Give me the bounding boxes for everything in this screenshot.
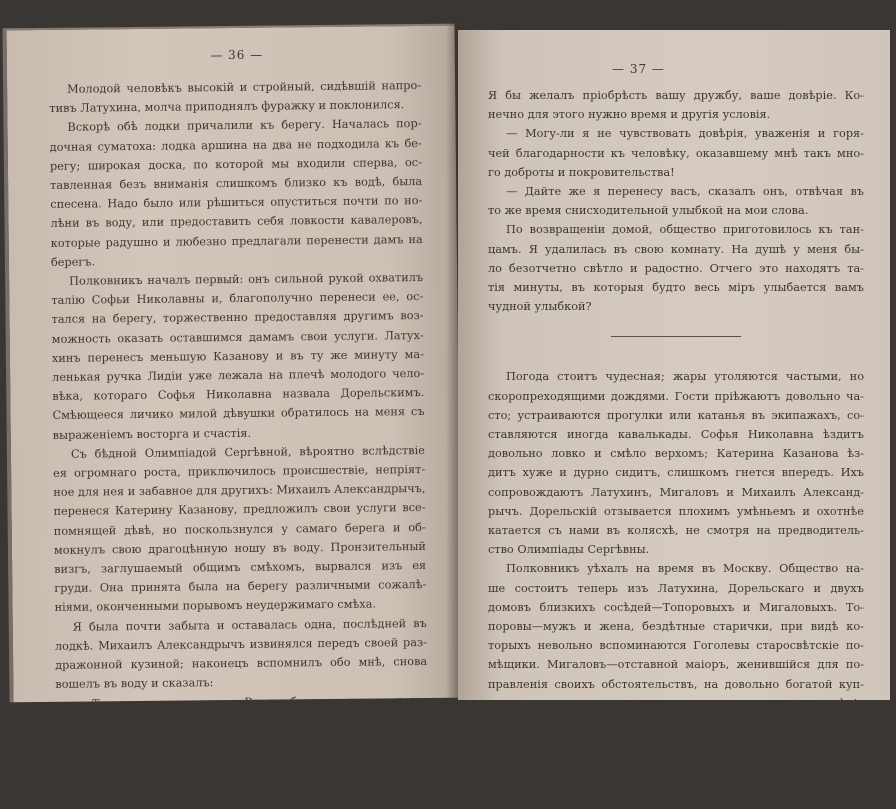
text-line: цамъ. Я удалилась въ свою комнату. На душѣ у меня бы- [488, 242, 864, 256]
text-line: го доброты и покровительства! [488, 165, 675, 179]
text-line: визгъ, заглушаемый общимъ смѣхомъ, вырвался изъ ея [54, 559, 427, 576]
text-line: чихъ, что дало ему возможность купить порядочное имѣніе [488, 696, 864, 710]
text-line: Смѣющееся личико милой дѣвушки обратилось на меня съ [52, 405, 425, 423]
text-line: покъ, видно что-то фальшивое и жесткое въ маленькихъ [488, 773, 864, 787]
text-line: груди. Она принята была на берегу различными сожалѣ- [54, 578, 427, 596]
text-line: Полковникъ уѣхалъ на время въ Москву. Общество на- [506, 562, 864, 576]
text-line: По возвращеніи домой, общество приготовилось къ тан- [506, 223, 864, 237]
text-line: Я бы желалъ пріобрѣсть вашу дружбу, ваше довѣріе. Ко- [488, 89, 864, 102]
text-line: катается съ нами въ колясхѣ, не смотря на предводитель- [488, 524, 864, 538]
text-line: мокнулъ свою драгоцѣнную ношу въ воду. Пронзительный [53, 539, 426, 557]
text-line: торыхъ невольно вспоминаются Гоголевы старосвѣтскіе по- [488, 639, 864, 653]
text-line: сто; устраиваются прогулки или катанья въ экипажахъ, со- [488, 408, 864, 422]
text-line: талію Софьи Николавны и, благополучно перенеси ее, ос- [51, 290, 424, 308]
section-divider [611, 336, 741, 337]
text-line: поровы—мужъ и жена, бездѣтные старички, при видѣ ко- [488, 620, 864, 634]
text-line: черныхъ глазахъ его, избѣгающихъ смотрѣть прямо на [488, 792, 864, 806]
text-line: — Мнѣ бы хотѣлось отчалить и проѣхать еще, чтобъ [74, 751, 429, 768]
text-line: домовъ близкихъ сосѣдей—Топоровыхъ и Мигаловыхъ. То- [488, 600, 864, 614]
page-number-right: — 37 — [612, 62, 665, 76]
text-line: лѣни въ воду, или предоставить себя ловкости кавалеровъ, [50, 213, 423, 231]
text-line: мѣщики. Мигаловъ—отставной маіоръ, женившійся для по- [488, 658, 864, 672]
text-line: вѣка, котораго Софья Николавна назвала Дорельскимъ. [52, 386, 425, 404]
text-line: Вскорѣ обѣ лодки причалили къ берегу. Началась пор- [67, 117, 422, 135]
text-line: правленія своихъ обстоятельствъ, на довольно богатой куп- [488, 677, 864, 691]
text-line: дочная суматоха: лодка аршина на два не подходила къ бе- [49, 136, 422, 154]
text-line: ленькая ручка Лидіи уже лежала на плечѣ молодого чело- [52, 367, 425, 384]
text-line: дражонной кузиной; наконецъ вспомнилъ обо мнѣ, снова [55, 655, 428, 672]
right-page [458, 30, 890, 806]
text-line: которые радушно и любезно предлагали перенести дамъ на [50, 232, 423, 250]
text-line: — Теперь ваша очередь... Вы не боитесь, что я уроню [73, 693, 428, 711]
text-line: ше состоитъ теперь изъ Латухина, Дорельскаго и двухъ [488, 581, 864, 595]
text-line: тія минуты, въ которыя будто весь міръ улыбается вамъ [488, 281, 864, 295]
right-page-text-top [488, 86, 864, 316]
text-line: скоропреходящими дождями. Гости пріѣжаютъ довольно ча- [488, 389, 864, 403]
text-line: Я была почти забыта и оставалась одна, послѣдней въ [72, 616, 427, 634]
text-line: разъ,—онъ мнѣ очень не нравится. Онъ худощавъ и смуглъ; [488, 735, 864, 749]
text-line: чей благодарности къ человѣку, оказавшему мнѣ такъ мно- [488, 146, 864, 160]
left-page-text [49, 76, 432, 790]
text-line: тавленная безъ вниманія слишкомъ близко къ водѣ, была [50, 175, 423, 192]
text-line: регу; широкая доска, по которой мы входили сперва, ос- [49, 155, 422, 173]
text-line: чудной улыбкой? [488, 300, 592, 314]
text-line: вошелъ въ воду и сказалъ: [55, 676, 214, 692]
text-line: можность оказать оставшимся дамамъ свои услуги. Латух- [51, 328, 424, 346]
text-line: лодкѣ. Михаилъ Александрычъ извинялся передъ своей раз- [54, 635, 428, 653]
text-line: ло безотчетно свѣтло и радостно. Отчего это находятъ та- [488, 261, 864, 275]
text-line: берегъ. [50, 255, 96, 269]
text-line: — О, нѣтъ! отвѣчала я. [73, 734, 210, 749]
text-line: тался на берегу, торжественно предоставляя другимъ воз- [51, 309, 424, 327]
text-line: тивъ Латухина, молча приподнялъ фуражку и поклонился. [49, 98, 405, 116]
text-line: спесена. Надо было или рѣшиться опуститься почти по но- [50, 194, 423, 212]
text-line: ство Олимпіады Сергѣвны. [488, 543, 650, 557]
text-line: — Могу-ли я не чувствовать довѣрія, уваженія и горя- [506, 127, 864, 141]
page-number-left: — 36 — [210, 47, 264, 63]
text-line: дитъ хуже и дурно сидитъ, слишкомъ гнется впередъ. Ихъ [488, 466, 864, 480]
text-line: перенеся Катерину Казанову, предложилъ свои услуги все- [53, 501, 426, 519]
text-line: помнящей дѣвѣ, но поскользнулся у самаго берега и об- [53, 520, 426, 538]
text-line: ея огромнаго роста, приключилось происшествіе, непріят- [53, 463, 426, 480]
text-line: выраженіемъ восторга и счастія. [52, 426, 252, 442]
text-line: не смотря на то, что черты лица его мелки и голосъ мяг- [488, 754, 864, 768]
text-line: довольно ловко и смѣло верхомъ; Катерина Казанова ѣз- [488, 447, 864, 461]
text-line: ніями, оконченными порывомъ неудержимаго смѣха. [54, 597, 377, 615]
text-line: ное для нея и забавное для другихъ: Михаилъ Александрычъ, [53, 482, 426, 500]
text-line: сопровождаютъ Латухинъ, Мигаловъ и Михаилъ Александ- [488, 485, 864, 499]
text-line: — Дайте же я перенесу васъ, сказалъ онъ, отвѣчая въ [506, 185, 864, 199]
text-line: то же время снисходительной улыбкой на мои слова. [488, 204, 809, 218]
text-line: поговорить съ вами,—мы такъ мало знаемъ другъ друга. [56, 770, 396, 788]
text-line: Молодой человѣкъ высокій и стройный, сидѣвшій напро- [67, 79, 422, 96]
left-page [2, 24, 461, 788]
text-line: васъ? [55, 716, 89, 730]
text-line: ставляются иногда кавалькады. Софья Николавна ѣздитъ [488, 428, 864, 442]
text-line: рычъ. Дорельскій отзывается плохимъ умѣньемъ и охотнѣе [488, 504, 864, 518]
text-line: Погода стоитъ чудесная; жары утоляются частыми, но [506, 370, 864, 384]
text-line: Полковникъ началъ первый: онъ сильной рукой охватилъ [69, 271, 424, 288]
text-line: и наслаждаться жизнью помѣщика. Я видѣла его нѣсколько [488, 716, 864, 730]
text-line: Съ бѣдной Олимпіадой Сергѣвной, вѣроятно вслѣдствіе [70, 443, 425, 461]
text-line: нечно для этого нужно время и другія условія. [488, 108, 771, 122]
text-line: хинъ перенесъ меньшую Казанову и въ ту же минуту ма- [51, 347, 424, 365]
right-page-text-bottom [488, 367, 864, 809]
